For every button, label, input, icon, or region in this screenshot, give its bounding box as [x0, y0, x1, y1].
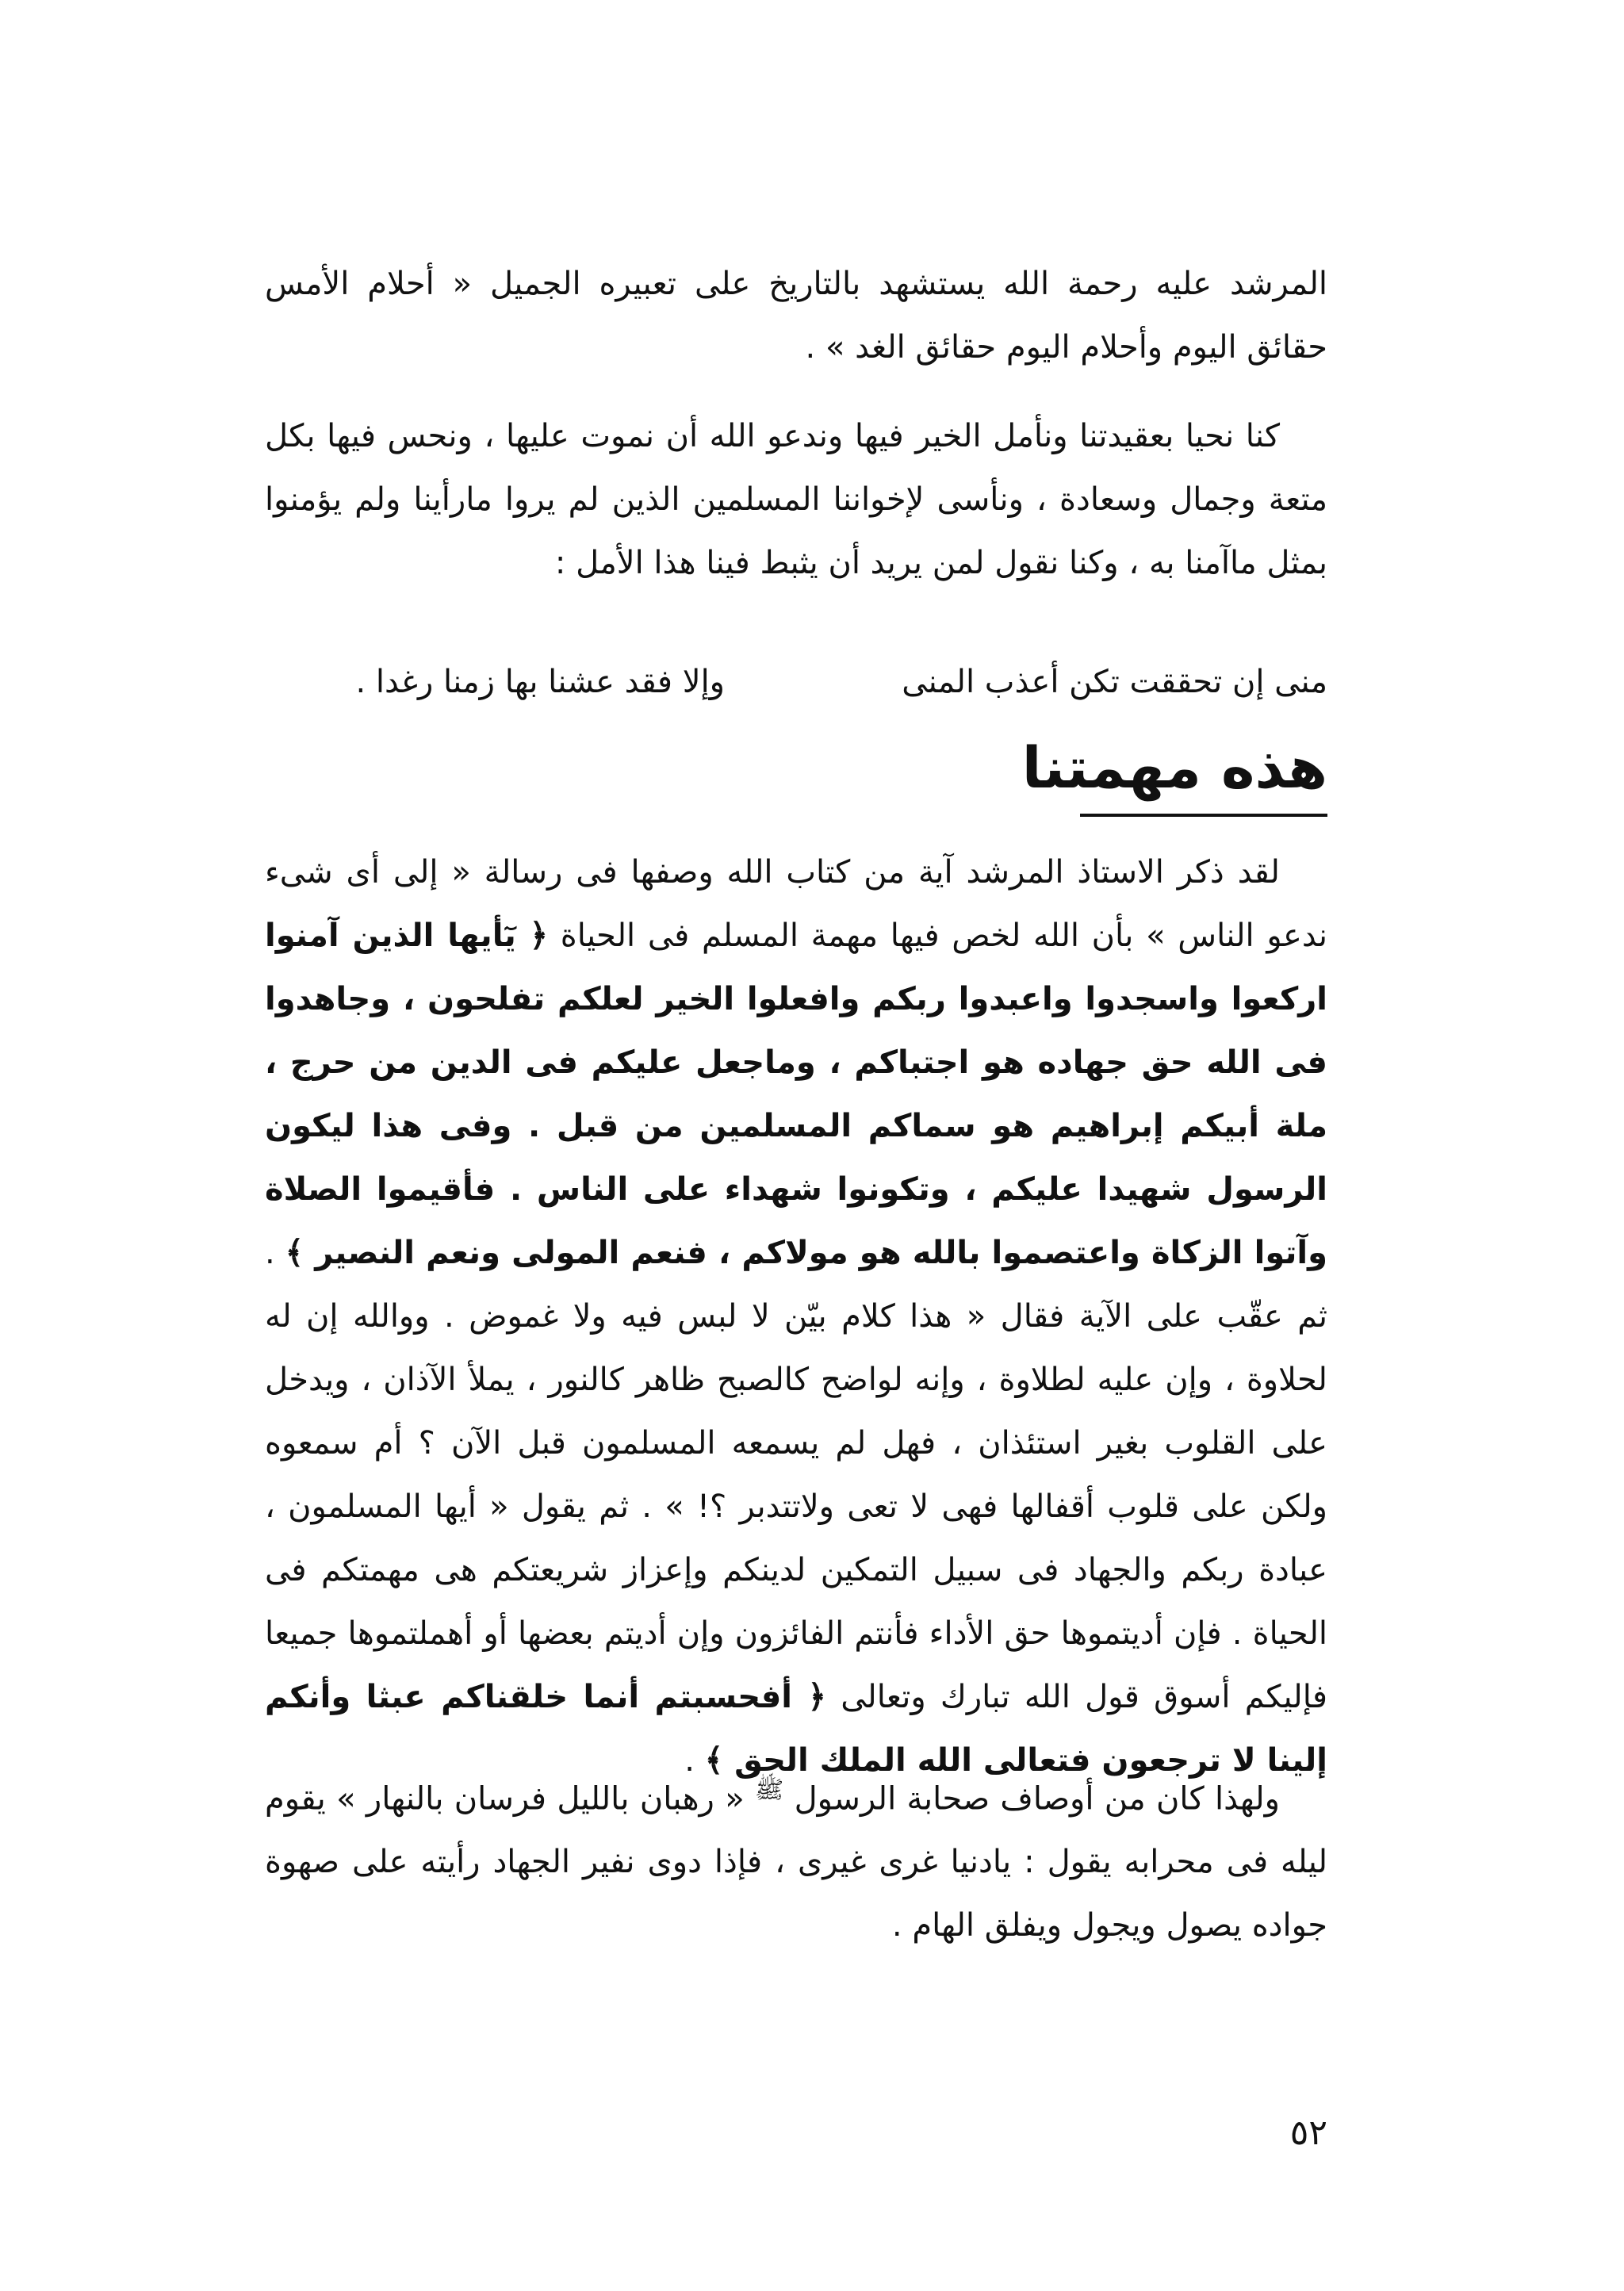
intro-paragraph	[265, 252, 1327, 379]
paragraph-3-part-1: لقد ذكر الاستاذ المرشد آية من كتاب الله وصفها فى رسالة « إلى أى شىء ندعو الناس » بأن الله لخص فيها مهمة المسلم فى الحياة	[265, 854, 1327, 954]
paragraph-4-part-1: ولهذا كان من أوصاف صحابة الرسول	[794, 1780, 1281, 1818]
paragraph-4	[265, 1759, 1327, 1957]
verse-second-hemistich: وإلا فقد عشنا بها زمنا رغدا .	[355, 664, 725, 700]
paragraph-2-text: كنا نحيا بعقيدتنا ونأمل الخير فيها وندعو الله أن نموت عليها ، ونحس فيها بكل متعة وجمال وسعادة ، ونأسى لإخواننا المسلمين الذين لم يروا مارأينا ولم يؤمنوا بمثل ماآمنا به ، وكنا نقول لمن يريد أن يثبط فينا هذا الأمل :	[265, 418, 1327, 581]
quran-verse-2: ﴿ أفحسبتم أنما خلقناكم عبثا وأنكم إلينا لا ترجعون فتعالى الله الملك الحق ﴾	[265, 1679, 1327, 1779]
poetry-verse	[265, 650, 1327, 714]
paragraph-3	[265, 841, 1327, 1792]
paragraph-3-text	[265, 841, 1327, 1792]
paragraph-3-part-3: .	[684, 1742, 695, 1779]
salawat-mark: ﷺ	[755, 1776, 784, 1804]
paragraph-4-text	[265, 1759, 1327, 1957]
paragraph-2	[265, 404, 1327, 595]
page-number: ٥٢	[1289, 2113, 1327, 2153]
paragraph-4-part-2: « رهبان بالليل فرسان بالنهار » يقوم ليله فى محرابه يقول : يادنيا غرى غيرى ، فإذا دوى نفير الجهاد رأيته على صهوة جواده يصول ويجول ويفلق الهام .	[265, 1780, 1327, 1944]
heading-underline	[1080, 814, 1327, 817]
verse-first-hemistich: منى إن تحققت تكن أعذب المنى	[902, 664, 1327, 700]
intro-text: المرشد عليه رحمة الله يستشهد بالتاريخ على تعبيره الجميل « أحلام الأمس حقائق اليوم وأحلام اليوم حقائق الغد » .	[265, 266, 1327, 366]
quran-verse-1: ﴿ يٓأيها الذين آمنوا اركعوا واسجدوا واعبدوا ربكم وافعلوا الخير لعلكم تفلحون ، وجاهدوا فى الله حق جهاده هو اجتباكم ، وماجعل عليكم فى الدين من حرج ، ملة أبيكم إبراهيم هو سماكم المسلمين من قبل . وفى هذا ليكون الرسول شهيدا عليكم ، وتكونوا شهداء على الناس . فأقيموا الصلاة وآتوا الزكاة واعتصموا بالله هو مولاكم ، فنعم المولى ونعم النصير ﴾	[265, 918, 1327, 1271]
paragraph-3-part-2: . ثم عقّب على الآية فقال « هذا كلام بيّن لا لبس فيه ولا غموض . ووالله إن له لحلاوة ، وإن عليه لطلاوة ، وإنه لواضح كالصبح ظاهر كالنور ، يملأ الآذان ، ويدخل على القلوب بغير استئذان ، فهل لم يسمعه المسلمون قبل الآن ؟ أم سمعوه ولكن على قلوب أقفالها فهى لا تعى ولاتتدبر ؟! » . ثم يقول « أيها المسلمون ، عبادة ربكم والجهاد فى سبيل التمكين لدينكم وإعزاز شريعتكم هى مهمتكم فى الحياة . فإن أديتموها حق الأداء فأنتم الفائزون وإن أديتم بعضها أو أهملتموها جميعا فإليكم أسوق قول الله تبارك وتعالى	[265, 1235, 1328, 1715]
section-heading: هذه مهمتنا	[1021, 734, 1327, 801]
